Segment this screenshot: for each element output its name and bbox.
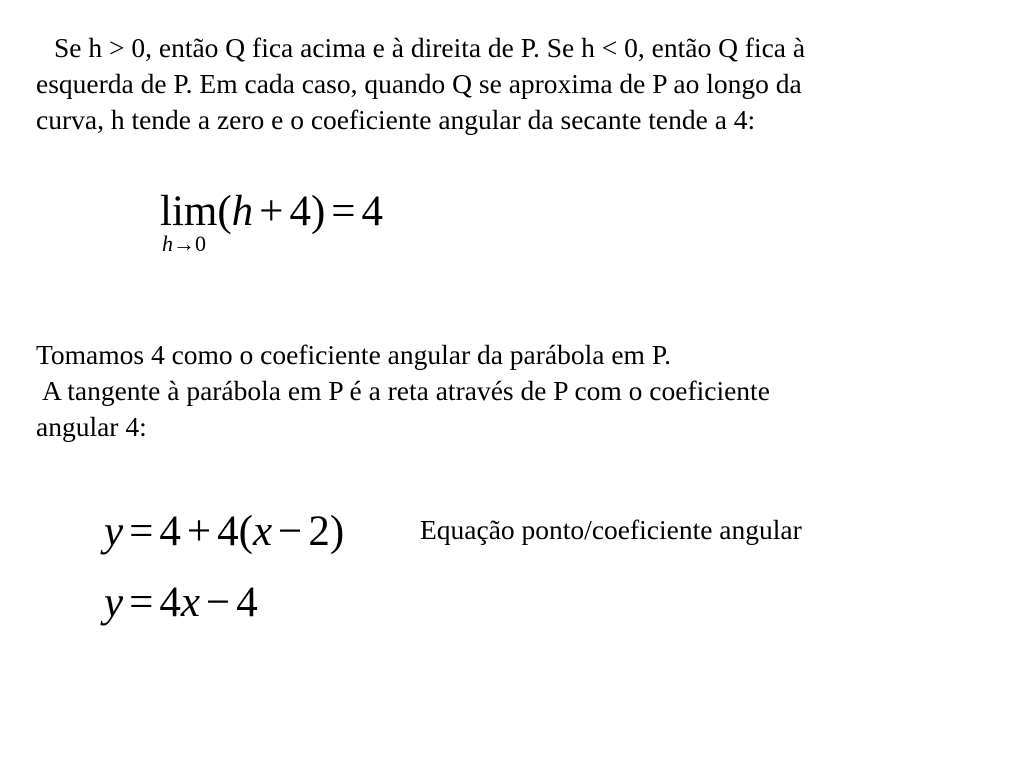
equals-sign: =	[129, 508, 154, 555]
minus-sign: −	[205, 579, 231, 626]
limit-subscript	[162, 233, 206, 255]
lim-operator: lim	[160, 188, 218, 235]
constant: 2)	[308, 508, 345, 555]
slope-intercept-equation	[104, 581, 258, 624]
open-paren: (	[217, 188, 232, 235]
paragraph-secant-limit	[36, 30, 996, 138]
variable-y: y	[104, 508, 124, 555]
limit-result: 4	[361, 188, 384, 235]
constant: 4	[236, 579, 258, 626]
constant: 4	[159, 508, 181, 555]
point-slope-equation	[104, 510, 344, 553]
equals-sign: =	[331, 188, 356, 235]
text-line: Tomamos 4 como o coeficiente angular da parábola em P.	[36, 339, 671, 370]
close-paren: )	[310, 188, 326, 235]
variable-x: x	[252, 508, 273, 555]
equation-label: Equação ponto/coeficiente angular	[420, 514, 802, 545]
coefficient: 4	[159, 579, 181, 626]
text-line: esquerda de P. Em cada caso, quando Q se aproxima de P ao longo da	[36, 68, 802, 99]
variable-y: y	[104, 579, 124, 626]
variable-x: x	[180, 579, 200, 626]
text-line: curva, h tende a zero e o coeficiente angular da secante tende a 4:	[36, 104, 756, 135]
variable-h: h	[231, 188, 254, 235]
minus-sign: −	[278, 508, 303, 555]
limit-expression	[160, 190, 383, 233]
sub-variable: h	[162, 231, 173, 256]
text-line: Se h > 0, então Q fica acima e à direita de P. Se h < 0, então Q fica à	[54, 32, 806, 63]
sub-value: 0	[195, 231, 206, 256]
constant: 4	[289, 188, 311, 235]
text-line: angular 4:	[36, 411, 147, 442]
equals-sign: =	[129, 579, 154, 626]
paragraph-tangent	[36, 337, 996, 445]
plus-sign: +	[186, 508, 212, 555]
text-line: A tangente à parábola em P é a reta através de P com o coeficiente	[42, 375, 770, 406]
plus-sign: +	[259, 188, 284, 235]
coefficient: 4(	[217, 508, 253, 555]
arrow-icon: →	[173, 231, 195, 256]
